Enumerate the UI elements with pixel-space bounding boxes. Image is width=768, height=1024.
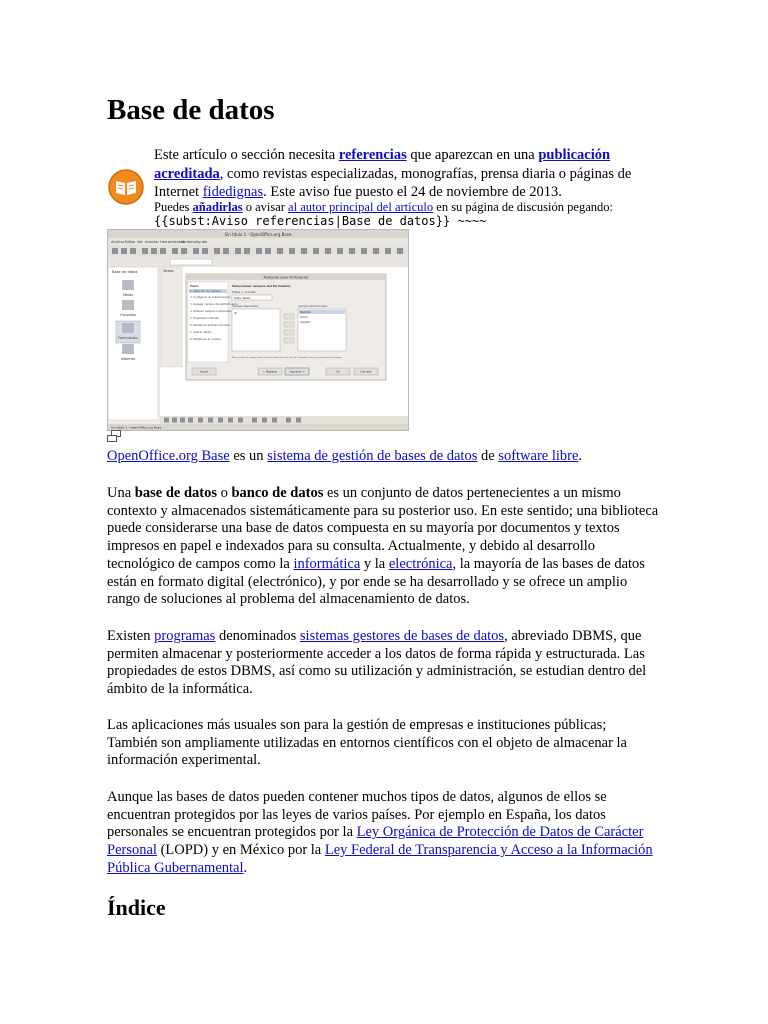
svg-text:< Regresar: < Regresar [262,370,278,374]
data-protection-paragraph: Aunque las bases de datos pueden contener muchos tipos de datos, algunos de ellos se encuentran protegidos por las leyes de varios países. Por ejemplo en España, los datos personales se encuentran protegidos por la Ley Orgánica de Protección de Datos de Carácter Personal (LOPD) y en México por la Ley Federal de Transparencia y Acceso a la Información Pública Gubernamental. [107,789,653,876]
svg-text:Formularios: Formularios [118,336,138,340]
table-select-value: Tabla: Tabla1 [234,297,251,300]
available-field-item[interactable]: ID [234,312,237,315]
link-informatica[interactable]: informática [293,555,361,572]
svg-text:6. Establecer entrada de datos: 6. Establecer entrada de datos [190,324,231,327]
font-select[interactable] [170,259,212,265]
form-fields-label: Campos del formulario [298,305,328,308]
svg-text:Ventana: Ventana [181,240,196,244]
link-sistema-gestion-bd[interactable]: sistema de gestión de bases de datos [267,448,478,464]
image-caption: OpenOffice.org Base es un sistema de gestión de bases de datos de software libre. [107,448,583,464]
link-lopd[interactable]: Ley Orgánica de Protección de Datos de Carácter Personal [107,824,644,859]
svg-text:Consultas: Consultas [119,313,137,317]
link-openoffice-base[interactable]: OpenOffice.org Base [107,448,230,464]
svg-text:Ok: Ok [336,370,340,374]
link-sistemas-gestores[interactable]: sistemas gestores de bases de datos [299,628,505,644]
available-fields-label: Campos disponibles [232,305,258,308]
svg-text:Pasos: Pasos [190,285,199,288]
applications-paragraph: Las aplicaciones más usuales son para la gestión de empresas e instituciones públicas; También son ampliamente utilizadas en entornos científicos con el objeto de almacenar la información experimental. [107,717,627,769]
tasks-header: Tareas [163,269,174,273]
svg-text:Herramientas: Herramientas [160,240,185,244]
link-electronica[interactable]: electrónica [388,555,453,572]
references-notice: Este artículo o sección necesita referencias que aparezcan en una publicación acreditada, como revistas especializadas, monografías, prensa diaria o páginas de Internet fidedignas. Este aviso fue puesto el 24 de noviembre de 2013. [154,147,632,200]
page-title: Base de datos [107,94,275,126]
dialog-title: Asistente para formularios [263,275,309,280]
window-title: Sin título 1 - OpenOffice.org Base [224,232,292,237]
form-field-item[interactable]: Nombre [300,311,311,314]
dialog-note: Binary fields are always listed and selectable from the left list. If possible, they are interpreted as images. [232,357,343,359]
notice-code-snippet: {{subst:Aviso referencias|Base de datos}} ~~~~ [154,214,487,228]
dialog-heading: Seleccionar campos del formulario [232,284,291,288]
svg-text:5. Organizar controles: 5. Organizar controles [190,317,219,320]
svg-text:Cancelar: Cancelar [360,370,372,374]
svg-text:Insertar: Insertar [145,240,159,244]
available-fields-list[interactable] [232,309,280,351]
format-toolbar [108,257,408,267]
book-icon [107,168,145,206]
svg-text:8. Establecer el nombre: 8. Establecer el nombre [190,338,221,341]
link-software-libre[interactable]: software libre [498,448,579,464]
svg-text:Ayuda: Ayuda [199,370,209,374]
svg-text:4. Obtener campos combinados: 4. Obtener campos combinados [190,310,232,313]
svg-text:3. Agregar campos de subformul: 3. Agregar campos de subformulario [190,303,238,306]
form-field-item[interactable]: Apellido [300,321,311,324]
menu-items[interactable] [111,240,207,244]
sidebar-header: Base de datos [112,270,138,274]
form-field-item[interactable]: Fecha [300,316,308,319]
link-ley-federal-transparencia[interactable]: Ley Federal de Transparencia y Acceso a la Información Pública Gubernamental [107,842,653,876]
bottom-toolbar [160,416,408,424]
link-autor-principal[interactable]: al autor principal del artículo [288,200,434,214]
enlarge-icon[interactable] [107,430,121,442]
status-text: Sin título 1 - OpenOffice.org Base [111,425,162,430]
svg-text:1. Selección de campos: 1. Selección de campos [190,290,221,293]
svg-text:Ayuda: Ayuda [196,240,208,244]
link-referencias[interactable]: referencias [338,147,407,163]
notice-instructions: Puedes añadirlas o avisar al autor principal del artículo en su página de discusión pegando: [154,200,613,214]
link-programas[interactable]: programas [154,628,216,644]
svg-text:Informes: Informes [120,357,136,361]
link-fidedignas[interactable]: fidedignas [202,184,264,200]
index-heading: Índice [107,895,166,920]
openoffice-base-screenshot[interactable] [107,229,409,431]
link-anadirlas[interactable]: añadirlas [192,200,243,214]
link-publicacion-acreditada[interactable]: publicación acreditada [154,147,611,182]
svg-text:Tablas: Tablas [122,293,134,297]
intro-paragraph: Una base de datos o banco de datos es un conjunto de datos pertenecientes a un mismo contexto y almacenados sistemáticamente para su posterior uso. En este sentido; una biblioteca puede considerarse una base de datos compuesta en su mayoría por documentos y textos impresos en papel e indexados para su consulta. Actualmente, y debido al desarrollo tecnológico de campos como la informática y la electrónica, la mayoría de las bases de datos están en formato digital (electrónico), y por ende se ha desarrollado y se ofrece un amplio rango de soluciones al problema del almacenamiento de datos. [107,485,659,608]
svg-text:Editar: Editar [125,240,136,244]
svg-text:7. Aplicar estilos: 7. Aplicar estilos [190,331,212,334]
svg-text:Siguiente >: Siguiente > [289,370,305,374]
tables-label: Tablas o consultas [232,291,256,294]
wizard-steps-panel [188,282,228,362]
svg-text:Archivo: Archivo [111,240,125,244]
dbms-paragraph: Existen programas denominados sistemas gestores de bases de datos, abreviado DBMS, que permiten almacenar y posteriormente acceder a los datos de forma rápida y estructurada. Las propiedades de estos DBMS, así como su utilización y administración, se estudian dentro del ámbito de la informática. [107,628,647,698]
svg-text:2. Configurar un subformulario: 2. Configurar un subformulario [190,296,230,299]
form-controls-toolbar[interactable] [160,267,182,367]
svg-text:Ver: Ver [137,240,143,244]
